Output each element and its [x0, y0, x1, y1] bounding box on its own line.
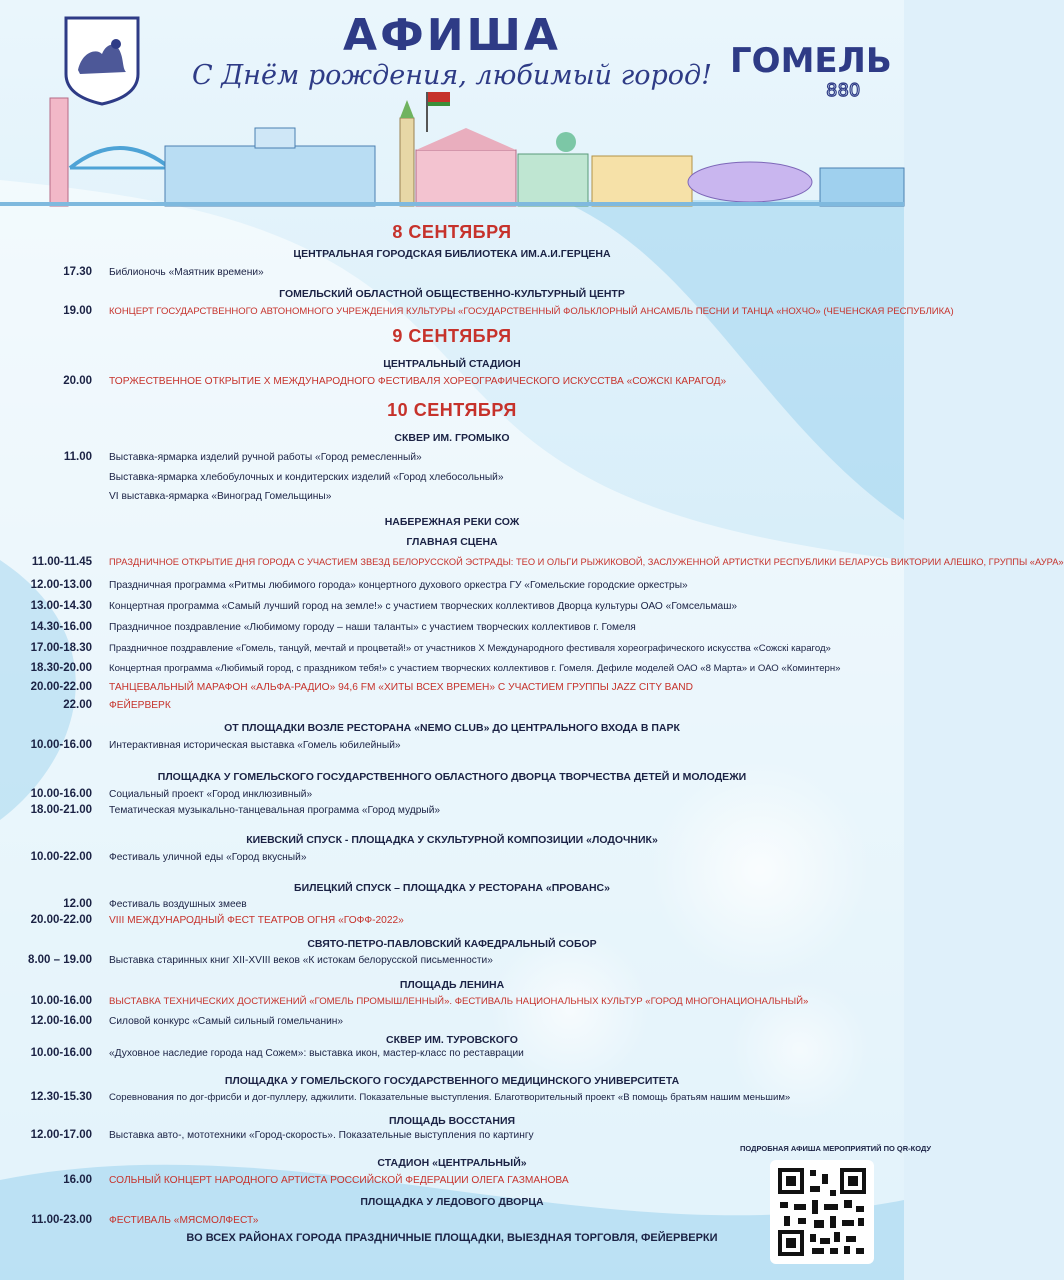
- schedule-row: [0, 305, 954, 319]
- page-subtitle: С Днём рождения, любимый город!: [191, 60, 713, 91]
- schedule-row: [0, 621, 904, 635]
- schedule-row: [0, 600, 904, 614]
- venue-heading: КИЕВСКИЙ СПУСК - ПЛОЩАДКА У СКУЛЬТУРНОЙ КОМПОЗИЦИИ «ЛОДОЧНИК»: [246, 834, 658, 846]
- event-title: Тематическая музыкально-танцевальная программа «Город мудрый»: [109, 805, 441, 816]
- event-time: 14.30-16.00: [30, 621, 92, 633]
- schedule-row: [0, 954, 904, 968]
- event-title: Соревнования по дог-фрисби и дог-пуллеру, аджилити. Показательные выступления. Благотворительный проект «В помощь братьям нашим меньшим»: [109, 1092, 791, 1103]
- event-title: ФЕЙЕРВЕРК: [109, 700, 171, 711]
- event-title: Интерактивная историческая выставка «Гомель юбилейный»: [109, 740, 401, 751]
- page-title: АФИША: [343, 10, 561, 61]
- event-time: 10.00-16.00: [30, 1047, 92, 1059]
- event-title: ВЫСТАВКА ТЕХНИЧЕСКИХ ДОСТИЖЕНИЙ «ГОМЕЛЬ ПРОМЫШЛЕННЫЙ». ФЕСТИВАЛЬ НАЦИОНАЛЬНЫХ КУЛЬТУР «ГОРОД МНОГОНАЦИОНАЛЬНЫЙ»: [109, 996, 809, 1007]
- event-time: 11.00: [63, 451, 92, 463]
- schedule-row: [0, 375, 904, 389]
- schedule-row: [0, 1047, 904, 1061]
- venue-heading: ПЛОЩАДЬ ВОССТАНИЯ: [388, 1115, 516, 1127]
- city-skyline-illustration: [0, 88, 904, 214]
- footer-note: ВО ВСЕХ РАЙОНАХ ГОРОДА ПРАЗДНИЧНЫЕ ПЛОЩАДКИ, ВЫЕЗДНАЯ ТОРГОВЛЯ, ФЕЙЕРВЕРКИ: [186, 1232, 718, 1244]
- event-time: 16.00: [63, 1174, 92, 1186]
- event-title: Выставка старинных книг XII-XVIII веков «К истокам белорусской письменности»: [109, 955, 493, 966]
- event-time: 11.00-11.45: [31, 556, 92, 568]
- event-time: 20.00: [63, 375, 92, 387]
- event-title: Фестиваль уличной еды «Город вкусный»: [109, 852, 307, 863]
- event-title: КОНЦЕРТ ГОСУДАРСТВЕННОГО АВТОНОМНОГО УЧРЕЖДЕНИЯ КУЛЬТУРЫ «ГОСУДАРСТВЕННЫЙ ФОЛЬКЛОРНЫЙ АНСАМБЛЬ ПЕСНИ И ТАНЦА «НОХЧО» (ЧЕЧЕНСКАЯ РЕСПУБЛИКА): [109, 306, 954, 317]
- venue-heading: БИЛЕЦКИЙ СПУСК – ПЛОЩАДКА У РЕСТОРАНА «ПРОВАНС»: [294, 882, 610, 894]
- schedule-row: [0, 1091, 904, 1105]
- event-time: 11.00-23.00: [31, 1214, 92, 1226]
- event-time: 19.00: [63, 305, 92, 317]
- event-title: Фестиваль воздушных змеев: [109, 899, 247, 910]
- event-title: ТАНЦЕВАЛЬНЫЙ МАРАФОН «АЛЬФА-РАДИО» 94,6 FM «ХИТЫ ВСЕХ ВРЕМЕН» С УЧАСТИЕМ ГРУППЫ JAZZ CITY BAND: [109, 682, 693, 693]
- qr-code-icon[interactable]: [770, 1160, 874, 1264]
- event-title: Праздничная программа «Ритмы любимого города» концертного духового оркестра ГУ «Гомельские городские оркестры»: [109, 580, 688, 591]
- date-heading: 10 СЕНТЯБРЯ: [387, 400, 517, 420]
- event-time: 10.00-22.00: [30, 851, 92, 863]
- event-title: Праздничное поздравление «Гомель, танцуй, мечтай и процветай!» от участников X Международного фестиваля хореографического искусства «Сожскі карагод»: [109, 643, 831, 654]
- event-time: 12.00-16.00: [30, 1015, 92, 1027]
- event-time: 12.00: [63, 898, 92, 910]
- event-title: СОЛЬНЫЙ КОНЦЕРТ НАРОДНОГО АРТИСТА РОССИЙСКОЙ ФЕДЕРАЦИИ ОЛЕГА ГАЗМАНОВА: [109, 1175, 569, 1186]
- logo-text: ГОМЕЛЬ: [730, 41, 892, 81]
- venue-heading: ЦЕНТРАЛЬНЫЙ СТАДИОН: [383, 358, 521, 370]
- venue-heading: ПЛОЩАДКА У ГОМЕЛЬСКОГО ГОСУДАРСТВЕННОГО МЕДИЦИНСКОГО УНИВЕРСИТЕТА: [224, 1075, 680, 1087]
- schedule-row: [0, 898, 904, 912]
- event-time: 13.00-14.30: [30, 600, 92, 612]
- date-heading: 8 СЕНТЯБРЯ: [392, 222, 512, 242]
- venue-heading: ПЛОЩАДЬ ЛЕНИНА: [399, 979, 505, 991]
- venue-heading: СТАДИОН «ЦЕНТРАЛЬНЫЙ»: [377, 1157, 527, 1169]
- venue-heading: ГОМЕЛЬСКИЙ ОБЛАСТНОЙ ОБЩЕСТВЕННО-КУЛЬТУРНЫЙ ЦЕНТР: [279, 288, 625, 300]
- event-title: Концертная программа «Любимый город, с праздником тебя!» с участием творческих коллективов г. Гомеля. Дефиле моделей ОАО «8 Марта» и ОАО «Коминтерн»: [109, 663, 841, 674]
- event-time: 10.00-16.00: [30, 995, 92, 1007]
- event-time: 17.00-18.30: [30, 642, 92, 654]
- schedule-row: [0, 1129, 904, 1143]
- event-title: VIII МЕЖДУНАРОДНЫЙ ФЕСТ ТЕАТРОВ ОГНЯ «ГОФФ-2022»: [109, 915, 404, 926]
- venue-heading: СКВЕР ИМ. ГРОМЫКО: [394, 432, 510, 444]
- event-title: Выставка-ярмарка хлебобулочных и кондитерских изделий «Город хлебосольный»: [109, 472, 504, 483]
- event-title: Выставка авто-, мототехники «Город-скорость». Показательные выступления по картингу: [109, 1130, 534, 1141]
- schedule-row: [0, 1174, 904, 1188]
- event-title: Социальный проект «Город инклюзивный»: [109, 789, 313, 800]
- event-time: 18.30-20.00: [30, 662, 92, 674]
- event-time: 22.00: [63, 699, 92, 711]
- schedule-row: [0, 556, 1064, 570]
- event-time: 12.00-13.00: [30, 579, 92, 591]
- event-title: Концертная программа «Самый лучший город на земле!» с участием творческих коллективов Дворца культуры ОАО «Гомсельмаш»: [109, 601, 738, 612]
- event-title: ПРАЗДНИЧНОЕ ОТКРЫТИЕ ДНЯ ГОРОДА С УЧАСТИЕМ ЗВЕЗД БЕЛОРУССКОЙ ЭСТРАДЫ: ТЕО И ОЛЬГИ РЫЖИКОВОЙ, ЗАСЛУЖЕННОЙ АРТИСТКИ РЕСПУБЛИКИ БЕЛАРУСЬ ВИКТОРИИ АЛЕШКО, ГРУППЫ «АУРА»: [109, 557, 1064, 567]
- event-title: VI выставка-ярмарка «Виноград Гомельщины»: [109, 491, 332, 502]
- event-title: ТОРЖЕСТВЕННОЕ ОТКРЫТИЕ Х МЕЖДУНАРОДНОГО ФЕСТИВАЛЯ ХОРЕОГРАФИЧЕСКОГО ИСКУССТВА «СОЖСКІ КАРАГОД»: [109, 376, 727, 387]
- venue-heading: ЦЕНТРАЛЬНАЯ ГОРОДСКАЯ БИБЛИОТЕКА ИМ.А.И.ГЕРЦЕНА: [293, 248, 611, 260]
- schedule-row: [0, 699, 904, 713]
- qr-caption: ПОДРОБНАЯ АФИША МЕРОПРИЯТИЙ ПО QR-КОДУ: [740, 1144, 932, 1153]
- venue-subheading: ГЛАВНАЯ СЦЕНА: [406, 536, 498, 548]
- venue-heading: НАБЕРЕЖНАЯ РЕКИ СОЖ: [384, 516, 520, 528]
- venue-heading: СВЯТО-ПЕТРО-ПАВЛОВСКИЙ КАФЕДРАЛЬНЫЙ СОБОР: [307, 938, 597, 950]
- schedule-row: [0, 739, 904, 753]
- event-time: 20.00-22.00: [30, 914, 92, 926]
- event-time: 18.00-21.00: [30, 804, 92, 816]
- schedule-row: [0, 995, 904, 1009]
- schedule-row: [0, 681, 904, 695]
- event-title: «Духовное наследие города над Сожем»: выставка икон, мастер-класс по реставрации: [109, 1048, 524, 1059]
- event-title: Выставка-ярмарка изделий ручной работы «Город ремесленный»: [109, 452, 422, 463]
- event-time: 20.00-22.00: [30, 681, 92, 693]
- event-time: 17.30: [63, 266, 92, 278]
- schedule-row: [0, 1015, 904, 1029]
- schedule-row: [0, 788, 904, 802]
- venue-heading: ПЛОЩАДКА У ЛЕДОВОГО ДВОРЦА: [360, 1196, 544, 1208]
- logo-year: 880: [826, 80, 861, 101]
- date-heading: 9 СЕНТЯБРЯ: [392, 326, 512, 346]
- venue-heading: ПЛОЩАДКА У ГОМЕЛЬСКОГО ГОСУДАРСТВЕННОГО ОБЛАСТНОГО ДВОРЦА ТВОРЧЕСТВА ДЕТЕЙ И МОЛОДЕЖИ: [157, 771, 747, 783]
- schedule-row: [0, 804, 904, 818]
- venue-heading: ОТ ПЛОЩАДКИ ВОЗЛЕ РЕСТОРАНА «NEMO CLUB» ДО ЦЕНТРАЛЬНОГО ВХОДА В ПАРК: [224, 722, 680, 734]
- event-time: 12.00-17.00: [30, 1129, 92, 1141]
- schedule-row: [0, 579, 904, 593]
- event-title: Праздничное поздравление «Любимому городу – наши таланты» с участием творческих коллективов г. Гомеля: [109, 622, 636, 633]
- venue-heading: СКВЕР ИМ. ТУРОВСКОГО: [386, 1034, 518, 1046]
- schedule-row: [0, 1214, 904, 1228]
- schedule-row: [0, 451, 904, 465]
- event-time: 8.00 – 19.00: [28, 954, 92, 966]
- event-time: 10.00-16.00: [30, 739, 92, 751]
- schedule-row: [0, 266, 904, 280]
- schedule-row: [0, 914, 904, 928]
- event-time: 10.00-16.00: [30, 788, 92, 800]
- event-title: Силовой конкурс «Самый сильный гомельчанин»: [109, 1016, 344, 1027]
- schedule-row: [0, 662, 904, 676]
- event-time: 12.30-15.30: [30, 1091, 92, 1103]
- schedule-row: [0, 642, 904, 656]
- schedule-row: [0, 851, 904, 865]
- event-title: Библионочь «Маятник времени»: [109, 267, 264, 278]
- event-title: ФЕСТИВАЛЬ «МЯСМОЛФЕСТ»: [109, 1215, 259, 1226]
